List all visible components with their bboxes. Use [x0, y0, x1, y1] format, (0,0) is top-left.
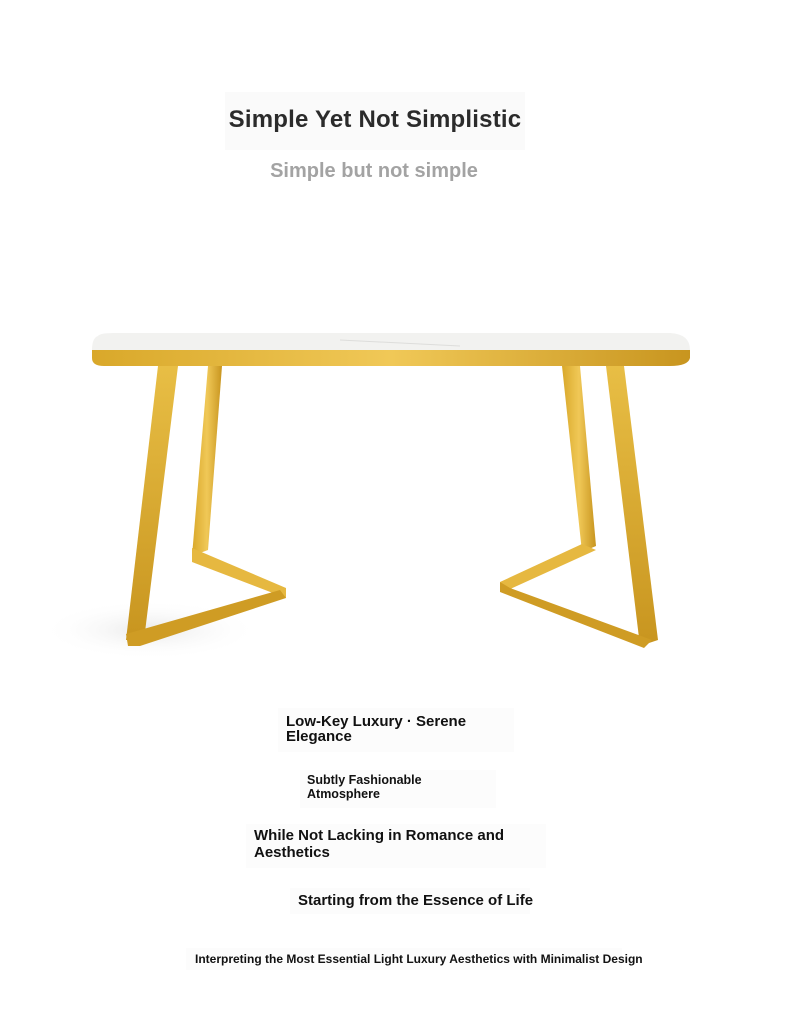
table-product-image	[40, 300, 710, 670]
copy-text: Starting from the Essence of Life	[298, 892, 534, 909]
copy-line-essence-of-life	[290, 888, 534, 914]
copy-line-minimalist-design	[186, 948, 643, 970]
copy-text: Interpreting the Most Essential Light Luxury Aesthetics with Minimalist Design	[195, 952, 643, 966]
table-illustration-icon	[40, 300, 710, 670]
copy-line-subtly-fashionable	[300, 770, 496, 808]
copy-text: Subtly Fashionable Atmosphere	[307, 773, 422, 801]
copy-text: While Not Lacking in Romance and Aesthetics	[254, 827, 505, 861]
copy-text: Low-Key Luxury · Serene Elegance	[286, 713, 467, 745]
page-subtitle: Simple but not simple	[270, 160, 478, 182]
copy-line-romance-aesthetics	[246, 824, 546, 868]
page-title: Simple Yet Not Simplistic	[225, 92, 525, 150]
copy-line-low-key-luxury	[278, 708, 514, 752]
